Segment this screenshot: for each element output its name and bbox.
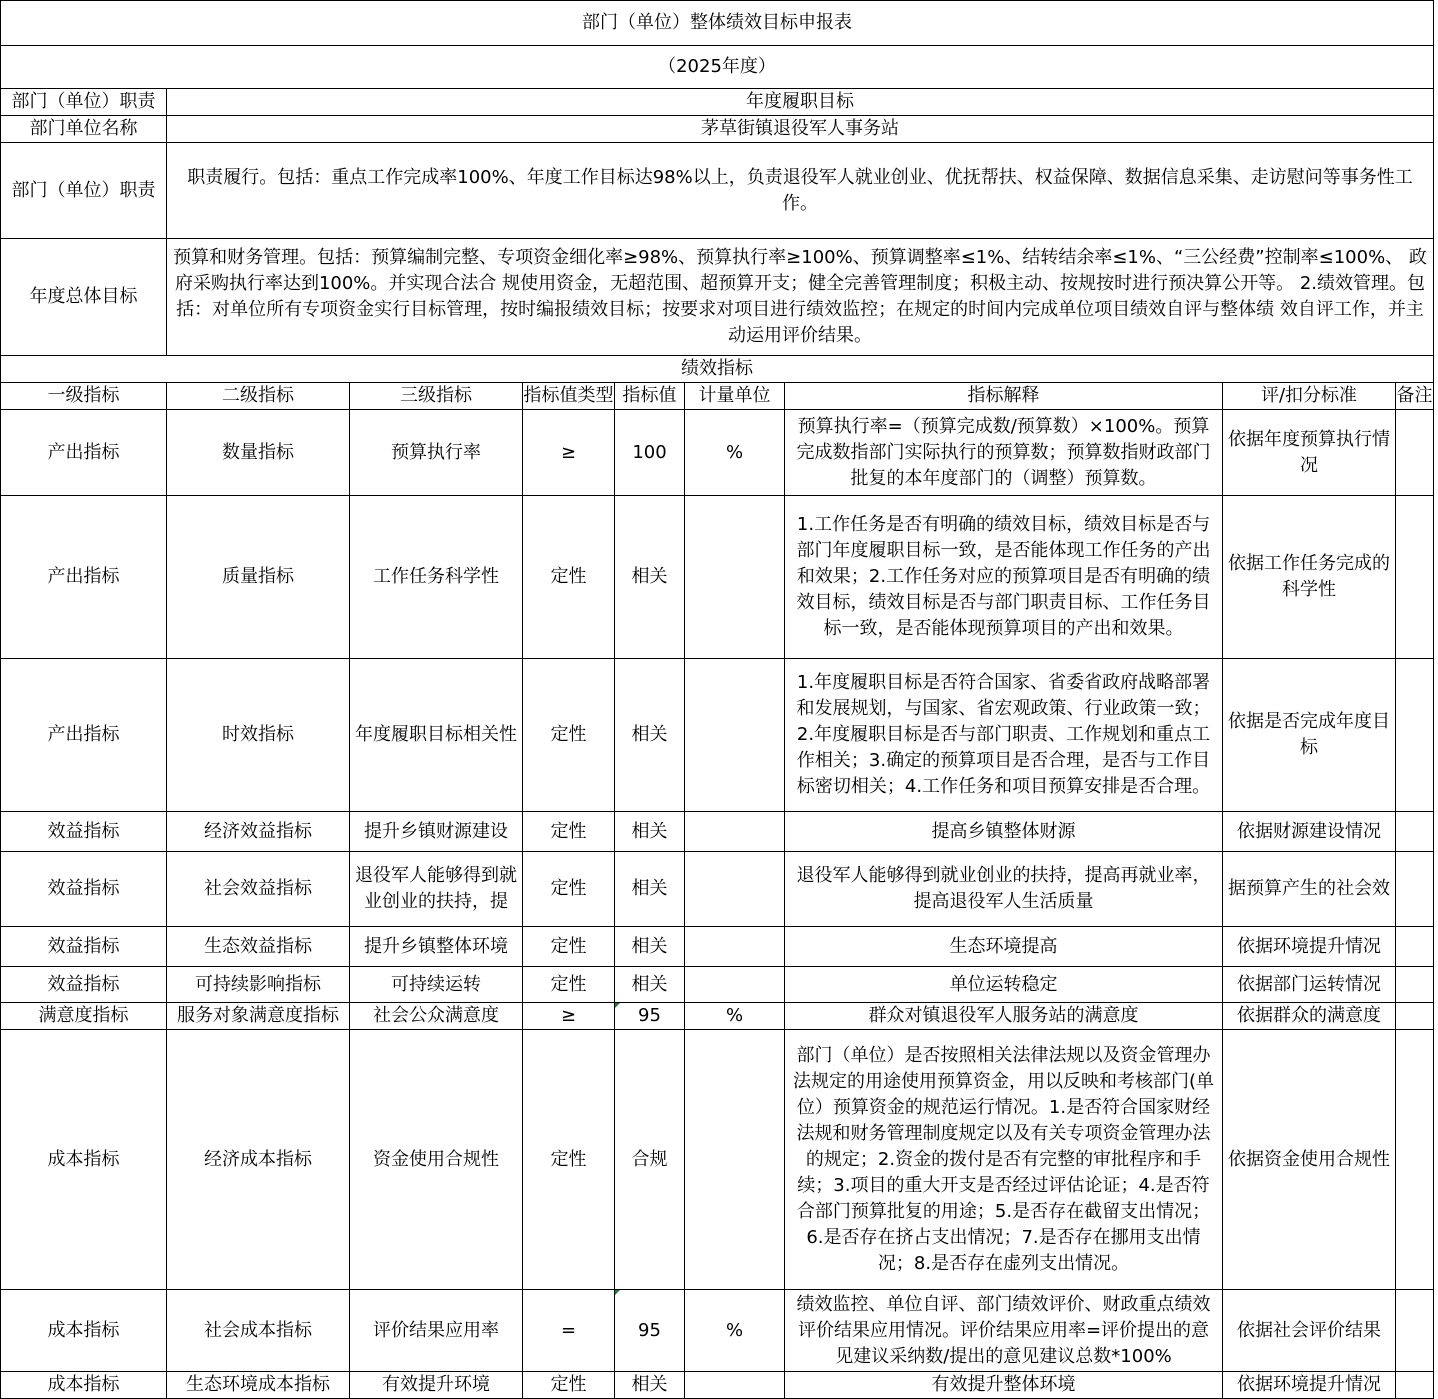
indicator-level3: 资金使用合规性 [350, 1030, 523, 1290]
indicator-criteria: 据预算产生的社会效 [1223, 852, 1396, 927]
indicator-explanation: 退役军人能够得到就业创业的扶持，提高再就业率，提高退役军人生活质量 [785, 852, 1223, 927]
indicator-note [1396, 1030, 1434, 1290]
indicator-level2: 经济效益指标 [167, 812, 350, 852]
col-header-note: 备注 [1396, 383, 1434, 410]
indicator-value: 相关 [615, 812, 685, 852]
duty-label: 部门（单位）职责 [1, 143, 167, 239]
indicator-criteria: 依据环境提升情况 [1223, 927, 1396, 967]
indicator-unit: % [685, 1003, 785, 1030]
table-row [1, 927, 1434, 967]
indicator-level1: 产出指标 [1, 496, 167, 659]
indicator-value: 95 [615, 1003, 685, 1030]
indicator-value: 合规 [615, 1030, 685, 1290]
indicator-explanation: 预算执行率=（预算完成数/预算数）×100%。预算完成数指部门实际执行的预算数；预算数指财政部门批复的本年度部门的（调整）预算数。 [785, 410, 1223, 496]
indicator-criteria: 依据是否完成年度目标 [1223, 659, 1396, 812]
indicator-explanation: 1.年度履职目标是否符合国家、省委省政府战略部署和发展规划，与国家、省宏观政策、行业政策一致；2.年度履职目标是否与部门职责、工作规划和重点工作相关；3.确定的预算项目是否合理，是否与工作目标密切相关；4.工作任务和项目预算安排是否合理。 [785, 659, 1223, 812]
col-header-l1: 一级指标 [1, 383, 167, 410]
indicator-criteria: 依据资金使用合规性 [1223, 1030, 1396, 1290]
column-header-row [1, 383, 1434, 410]
indicator-value-type: 定性 [523, 496, 615, 659]
indicator-value: 95 [615, 1290, 685, 1372]
indicator-note [1396, 1290, 1434, 1372]
indicator-criteria: 依据财源建设情况 [1223, 812, 1396, 852]
indicator-level3: 评价结果应用率 [350, 1290, 523, 1372]
col-header-type: 指标值类型 [523, 383, 615, 410]
indicator-explanation: 绩效监控、单位自评、部门绩效评价、财政重点绩效评价结果应用情况。评价结果应用率=评价提出的意见建议采纳数/提出的意见建议总数*100% [785, 1290, 1223, 1372]
indicator-value: 相关 [615, 496, 685, 659]
indicator-level3: 预算执行率 [350, 410, 523, 496]
duty-header-label: 部门（单位）职责 [1, 89, 167, 116]
table-row [1, 812, 1434, 852]
indicator-level1: 产出指标 [1, 410, 167, 496]
indicator-value-type: 定性 [523, 1372, 615, 1399]
indicator-criteria: 依据部门运转情况 [1223, 967, 1396, 1003]
indicator-criteria: 依据环境提升情况 [1223, 1372, 1396, 1399]
table-row [1, 496, 1434, 659]
indicator-level1: 效益指标 [1, 967, 167, 1003]
col-header-explain: 指标解释 [785, 383, 1223, 410]
indicator-unit [685, 967, 785, 1003]
annual-goal-header: 年度履职目标 [167, 89, 1434, 116]
indicator-level1: 效益指标 [1, 927, 167, 967]
indicator-explanation: 生态环境提高 [785, 927, 1223, 967]
indicator-value-type: 定性 [523, 967, 615, 1003]
indicator-level3: 提升乡镇整体环境 [350, 927, 523, 967]
indicator-unit [685, 496, 785, 659]
indicator-level1: 产出指标 [1, 659, 167, 812]
table-row [1, 1290, 1434, 1372]
indicator-value-type: 定性 [523, 1030, 615, 1290]
table-row [1, 1003, 1434, 1030]
indicator-level1: 效益指标 [1, 852, 167, 927]
indicator-value: 相关 [615, 659, 685, 812]
indicator-value: 100 [615, 410, 685, 496]
indicator-level2: 质量指标 [167, 496, 350, 659]
indicator-level1: 效益指标 [1, 812, 167, 852]
table-row [1, 852, 1434, 927]
table-row [1, 967, 1434, 1003]
indicator-level1: 成本指标 [1, 1290, 167, 1372]
indicator-value-type: 定性 [523, 659, 615, 812]
indicator-criteria: 依据社会评价结果 [1223, 1290, 1396, 1372]
duty-value: 职责履行。包括：重点工作完成率100%、年度工作目标达98%以上，负责退役军人就业创业、优抚帮扶、权益保障、数据信息采集、走访慰问等事务性工作。 [167, 143, 1434, 239]
indicator-level2: 生态环境成本指标 [167, 1372, 350, 1399]
indicator-explanation: 有效提升整体环境 [785, 1372, 1223, 1399]
indicator-value: 相关 [615, 852, 685, 927]
indicator-level1: 成本指标 [1, 1372, 167, 1399]
indicator-note [1396, 852, 1434, 927]
indicator-level2: 社会效益指标 [167, 852, 350, 927]
indicator-note [1396, 410, 1434, 496]
col-header-l3: 三级指标 [350, 383, 523, 410]
indicator-note [1396, 1003, 1434, 1030]
indicator-section-title: 绩效指标 [1, 356, 1434, 383]
table-title: 部门（单位）整体绩效目标申报表 [1, 1, 1434, 46]
indicator-note [1396, 967, 1434, 1003]
indicator-unit [685, 1030, 785, 1290]
indicator-explanation: 群众对镇退役军人服务站的满意度 [785, 1003, 1223, 1030]
unit-name-value: 茅草街镇退役军人事务站 [167, 116, 1434, 143]
indicator-explanation: 提高乡镇整体财源 [785, 812, 1223, 852]
indicator-criteria: 依据年度预算执行情况 [1223, 410, 1396, 496]
indicator-level3: 可持续运转 [350, 967, 523, 1003]
overall-goal-value: 预算和财务管理。包括：预算编制完整、专项资金细化率≥98%、预算执行率≥100%、预算调整率≤1%、结转结余率≤1%、“三公经费”控制率≤100%、 政府采购执行率达到100%。并实现合法合 规使用资金，无超范围、超预算开支；健全完善管理制度；积极主动、按规按时进行预决算公开等。 2.绩效管理。包括：对单位所有专项资金实行目标管理，按时编报绩效目标；按要求对项目进行绩效监控；在规定的时间内完成单位项目绩效自评与整体绩 效自评工作，并主动运用评价结果。 [167, 239, 1434, 356]
indicator-level2: 经济成本指标 [167, 1030, 350, 1290]
indicator-level1: 满意度指标 [1, 1003, 167, 1030]
indicator-level2: 服务对象满意度指标 [167, 1003, 350, 1030]
col-header-l2: 二级指标 [167, 383, 350, 410]
indicator-explanation: 1.工作任务是否有明确的绩效目标，绩效目标是否与部门年度履职目标一致，是否能体现工作任务的产出和效果；2.工作任务对应的预算项目是否有明确的绩效目标，绩效目标是否与部门职责目标、工作任务目标一致，是否能体现预算项目的产出和效果。 [785, 496, 1223, 659]
indicator-note [1396, 927, 1434, 967]
indicator-value: 相关 [615, 967, 685, 1003]
indicator-level2: 社会成本指标 [167, 1290, 350, 1372]
indicator-level2: 时效指标 [167, 659, 350, 812]
col-header-value: 指标值 [615, 383, 685, 410]
indicator-value-type: ≥ [523, 410, 615, 496]
indicator-criteria: 依据群众的满意度 [1223, 1003, 1396, 1030]
indicator-note [1396, 1372, 1434, 1399]
indicator-value-type: 定性 [523, 927, 615, 967]
indicator-level3: 有效提升环境 [350, 1372, 523, 1399]
indicator-explanation: 单位运转稳定 [785, 967, 1223, 1003]
indicator-unit [685, 1372, 785, 1399]
indicator-explanation: 部门（单位）是否按照相关法律法规以及资金管理办法规定的用途使用预算资金，用以反映和考核部门(单位）预算资金的规范运行情况。1.是否符合国家财经法规和财务管理制度规定以及有关专项资金管理办法的规定；2.资金的拨付是否有完整的审批程序和手续；3.项目的重大开支是否经过评估论证；4.是否符合部门预算批复的用途；5.是否存在截留支出情况；6.是否存在挤占支出情况；7.是否存在挪用支出情况；8.是否存在虚列支出情况。 [785, 1030, 1223, 1290]
indicator-value-type: 定性 [523, 852, 615, 927]
indicator-level3: 提升乡镇财源建设 [350, 812, 523, 852]
indicator-value: 相关 [615, 1372, 685, 1399]
indicator-value: 相关 [615, 927, 685, 967]
indicator-note [1396, 812, 1434, 852]
indicator-unit: % [685, 410, 785, 496]
indicator-level2: 数量指标 [167, 410, 350, 496]
indicator-value-type: ≥ [523, 1003, 615, 1030]
table-row [1, 410, 1434, 496]
indicator-unit [685, 659, 785, 812]
indicator-level2: 生态效益指标 [167, 927, 350, 967]
indicator-unit: % [685, 1290, 785, 1372]
indicator-unit [685, 852, 785, 927]
indicator-unit [685, 812, 785, 852]
indicator-value-type: = [523, 1290, 615, 1372]
unit-name-label: 部门单位名称 [1, 116, 167, 143]
table-row [1, 1030, 1434, 1290]
indicator-unit [685, 927, 785, 967]
col-header-criteria: 评/扣分标准 [1223, 383, 1396, 410]
indicator-level3: 工作任务科学性 [350, 496, 523, 659]
indicator-level3: 社会公众满意度 [350, 1003, 523, 1030]
indicator-note [1396, 496, 1434, 659]
indicator-value-type: 定性 [523, 812, 615, 852]
indicator-level3: 年度履职目标相关性 [350, 659, 523, 812]
indicator-level2: 可持续影响指标 [167, 967, 350, 1003]
table-row [1, 1372, 1434, 1399]
table-year: （2025年度） [1, 46, 1434, 89]
indicator-level3: 退役军人能够得到就 业创业的扶持，提 [350, 852, 523, 927]
indicator-note [1396, 659, 1434, 812]
indicator-level1: 成本指标 [1, 1030, 167, 1290]
col-header-unit: 计量单位 [685, 383, 785, 410]
overall-goal-label: 年度总体目标 [1, 239, 167, 356]
table-row [1, 659, 1434, 812]
indicator-criteria: 依据工作任务完成的科学性 [1223, 496, 1396, 659]
